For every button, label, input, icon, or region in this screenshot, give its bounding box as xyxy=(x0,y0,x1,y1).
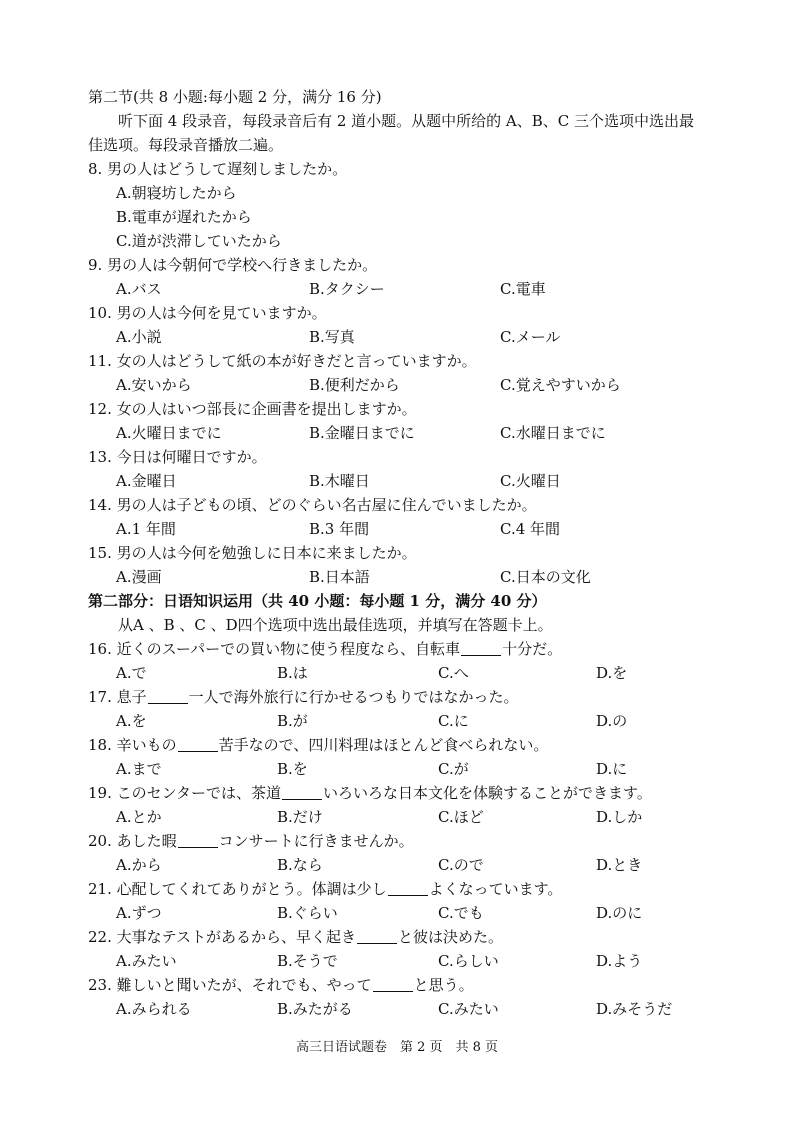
option-d: D.の xyxy=(596,712,628,730)
option-b: B.を xyxy=(277,760,308,778)
option-b: B.ぐらい xyxy=(277,904,338,922)
options-row xyxy=(0,661,794,685)
option-c: C.メール xyxy=(500,328,561,346)
question-stem: 18. 辛いもの 苦手なので、四川料理はほとんど食べられない。 xyxy=(88,736,549,754)
option-d: D.を xyxy=(596,664,628,682)
options-row xyxy=(0,565,794,589)
options-row xyxy=(0,421,794,445)
options-row xyxy=(0,373,794,397)
option-c: C.水曜日までに xyxy=(500,424,606,442)
option-a: A.みたい xyxy=(116,952,177,970)
option-b: B.が xyxy=(277,712,308,730)
option-a: A.で xyxy=(116,664,147,682)
option-b: B.みたがる xyxy=(277,1000,353,1018)
options-row xyxy=(0,709,794,733)
option-a: A.まで xyxy=(116,760,162,778)
option-b: B.だけ xyxy=(277,808,323,826)
options-row xyxy=(0,517,794,541)
option-c: C.道が渋滞していたから xyxy=(116,232,282,250)
option-a: A.漫画 xyxy=(116,568,162,586)
section-instructions: 听下面 4 段录音，每段录音后有 2 道小题。从题中所给的 A、B、C 三个选项中选出最 xyxy=(118,112,695,130)
question-stem: 20. あした暇 コンサートに行きませんか。 xyxy=(88,832,414,850)
options-row xyxy=(0,997,794,1021)
option-a: A.ずつ xyxy=(116,904,162,922)
options-row xyxy=(0,469,794,493)
question-stem: 9. 男の人は今朝何で学校へ行きましたか。 xyxy=(88,256,378,274)
options-row xyxy=(0,901,794,925)
option-c: C.日本の文化 xyxy=(500,568,591,586)
answer-blank xyxy=(357,929,397,944)
option-c: C.4 年間 xyxy=(500,520,561,538)
question-stem: 14. 男の人は子どもの頃、どのぐらい名古屋に住んでいましたか。 xyxy=(88,496,537,514)
option-b: B.タクシー xyxy=(309,280,385,298)
options-row xyxy=(0,325,794,349)
option-d: D.しか xyxy=(596,808,643,826)
option-a: A.小説 xyxy=(116,328,162,346)
option-d: D.とき xyxy=(596,856,643,874)
options-row xyxy=(0,853,794,877)
question-stem: 13. 今日は何曜日ですか。 xyxy=(88,448,267,466)
option-b: B.そうで xyxy=(277,952,338,970)
answer-blank xyxy=(388,881,428,896)
option-c: C.へ xyxy=(438,664,469,682)
option-a: A.を xyxy=(116,712,147,730)
options-row xyxy=(0,757,794,781)
question-stem: 17. 息子 一人で海外旅行に行かせるつもりではなかった。 xyxy=(88,688,519,706)
option-b: B.日本語 xyxy=(309,568,370,586)
option-c: C.らしい xyxy=(438,952,499,970)
question-stem: 22. 大事なテストがあるから、早く起き と彼は決めた。 xyxy=(88,928,504,946)
option-a: A.1 年間 xyxy=(116,520,176,538)
option-a: A.みられる xyxy=(116,1000,192,1018)
option-b: B.写真 xyxy=(309,328,355,346)
option-b: B.は xyxy=(277,664,308,682)
options-row xyxy=(0,805,794,829)
option-a: A.とか xyxy=(116,808,162,826)
option-b: B.木曜日 xyxy=(309,472,370,490)
option-c: C.覚えやすいから xyxy=(500,376,621,394)
option-d: D.みそうだ xyxy=(596,1000,673,1018)
option-c: C.が xyxy=(438,760,469,778)
option-c: C.火曜日 xyxy=(500,472,561,490)
answer-blank xyxy=(178,833,218,848)
answer-blank xyxy=(178,737,218,752)
part-instructions: 从A 、B 、C 、D四个选项中选出最佳选项，并填写在答题卡上。 xyxy=(118,616,553,634)
options-row xyxy=(0,949,794,973)
option-c: C.みたい xyxy=(438,1000,499,1018)
option-b: B.金曜日までに xyxy=(309,424,415,442)
option-b: B.便利だから xyxy=(309,376,400,394)
option-a: A.火曜日までに xyxy=(116,424,222,442)
option-c: C.ので xyxy=(438,856,484,874)
option-c: C.に xyxy=(438,712,469,730)
page-footer: 高三日语试题卷 第 2 页 共 8 页 xyxy=(295,1040,499,1055)
option-c: C.ほど xyxy=(438,808,484,826)
option-d: D.のに xyxy=(596,904,643,922)
option-b: B.なら xyxy=(277,856,323,874)
option-d: D.に xyxy=(596,760,628,778)
question-stem: 23. 難しいと聞いたが、それでも、やって と思う。 xyxy=(88,976,474,994)
option-c: C.でも xyxy=(438,904,484,922)
answer-blank xyxy=(282,785,322,800)
question-stem: 15. 男の人は今何を勉強しに日本に来ましたか。 xyxy=(88,544,417,562)
question-stem: 11. 女の人はどうして紙の本が好きだと言っていますか。 xyxy=(88,352,477,370)
question-stem: 12. 女の人はいつ部長に企画書を提出しますか。 xyxy=(88,400,417,418)
answer-blank xyxy=(148,689,188,704)
part-title: 第二部分：日语知识运用（共 40 小题：每小题 1 分，满分 40 分） xyxy=(88,592,547,610)
option-a: A.朝寝坊したから xyxy=(116,184,237,202)
option-d: D.よう xyxy=(596,952,643,970)
section-instructions-cont: 佳选项。每段录音播放二遍。 xyxy=(88,136,284,154)
answer-blank xyxy=(461,641,501,656)
option-a: A.安いから xyxy=(116,376,192,394)
option-b: B.3 年間 xyxy=(309,520,370,538)
option-b: B.電車が遅れたから xyxy=(116,208,252,226)
question-stem: 21. 心配してくれてありがとう。体調は少し よくなっています。 xyxy=(88,880,563,898)
section-title: 第二节(共 8 小题:每小题 2 分，满分 16 分) xyxy=(88,88,382,106)
answer-blank xyxy=(373,977,413,992)
option-a: A.金曜日 xyxy=(116,472,177,490)
question-stem: 19. このセンターでは、茶道 いろいろな日本文化を体験することができます。 xyxy=(88,784,652,802)
question-stem: 16. 近くのスーパーでの買い物に使う程度なら、自転車 十分だ。 xyxy=(88,640,563,658)
question-stem: 8. 男の人はどうして遅刻しましたか。 xyxy=(88,160,348,178)
option-a: A.から xyxy=(116,856,162,874)
option-c: C.電車 xyxy=(500,280,546,298)
option-a: A.バス xyxy=(116,280,162,298)
question-stem: 10. 男の人は今何を見ていますか。 xyxy=(88,304,327,322)
options-row xyxy=(0,277,794,301)
